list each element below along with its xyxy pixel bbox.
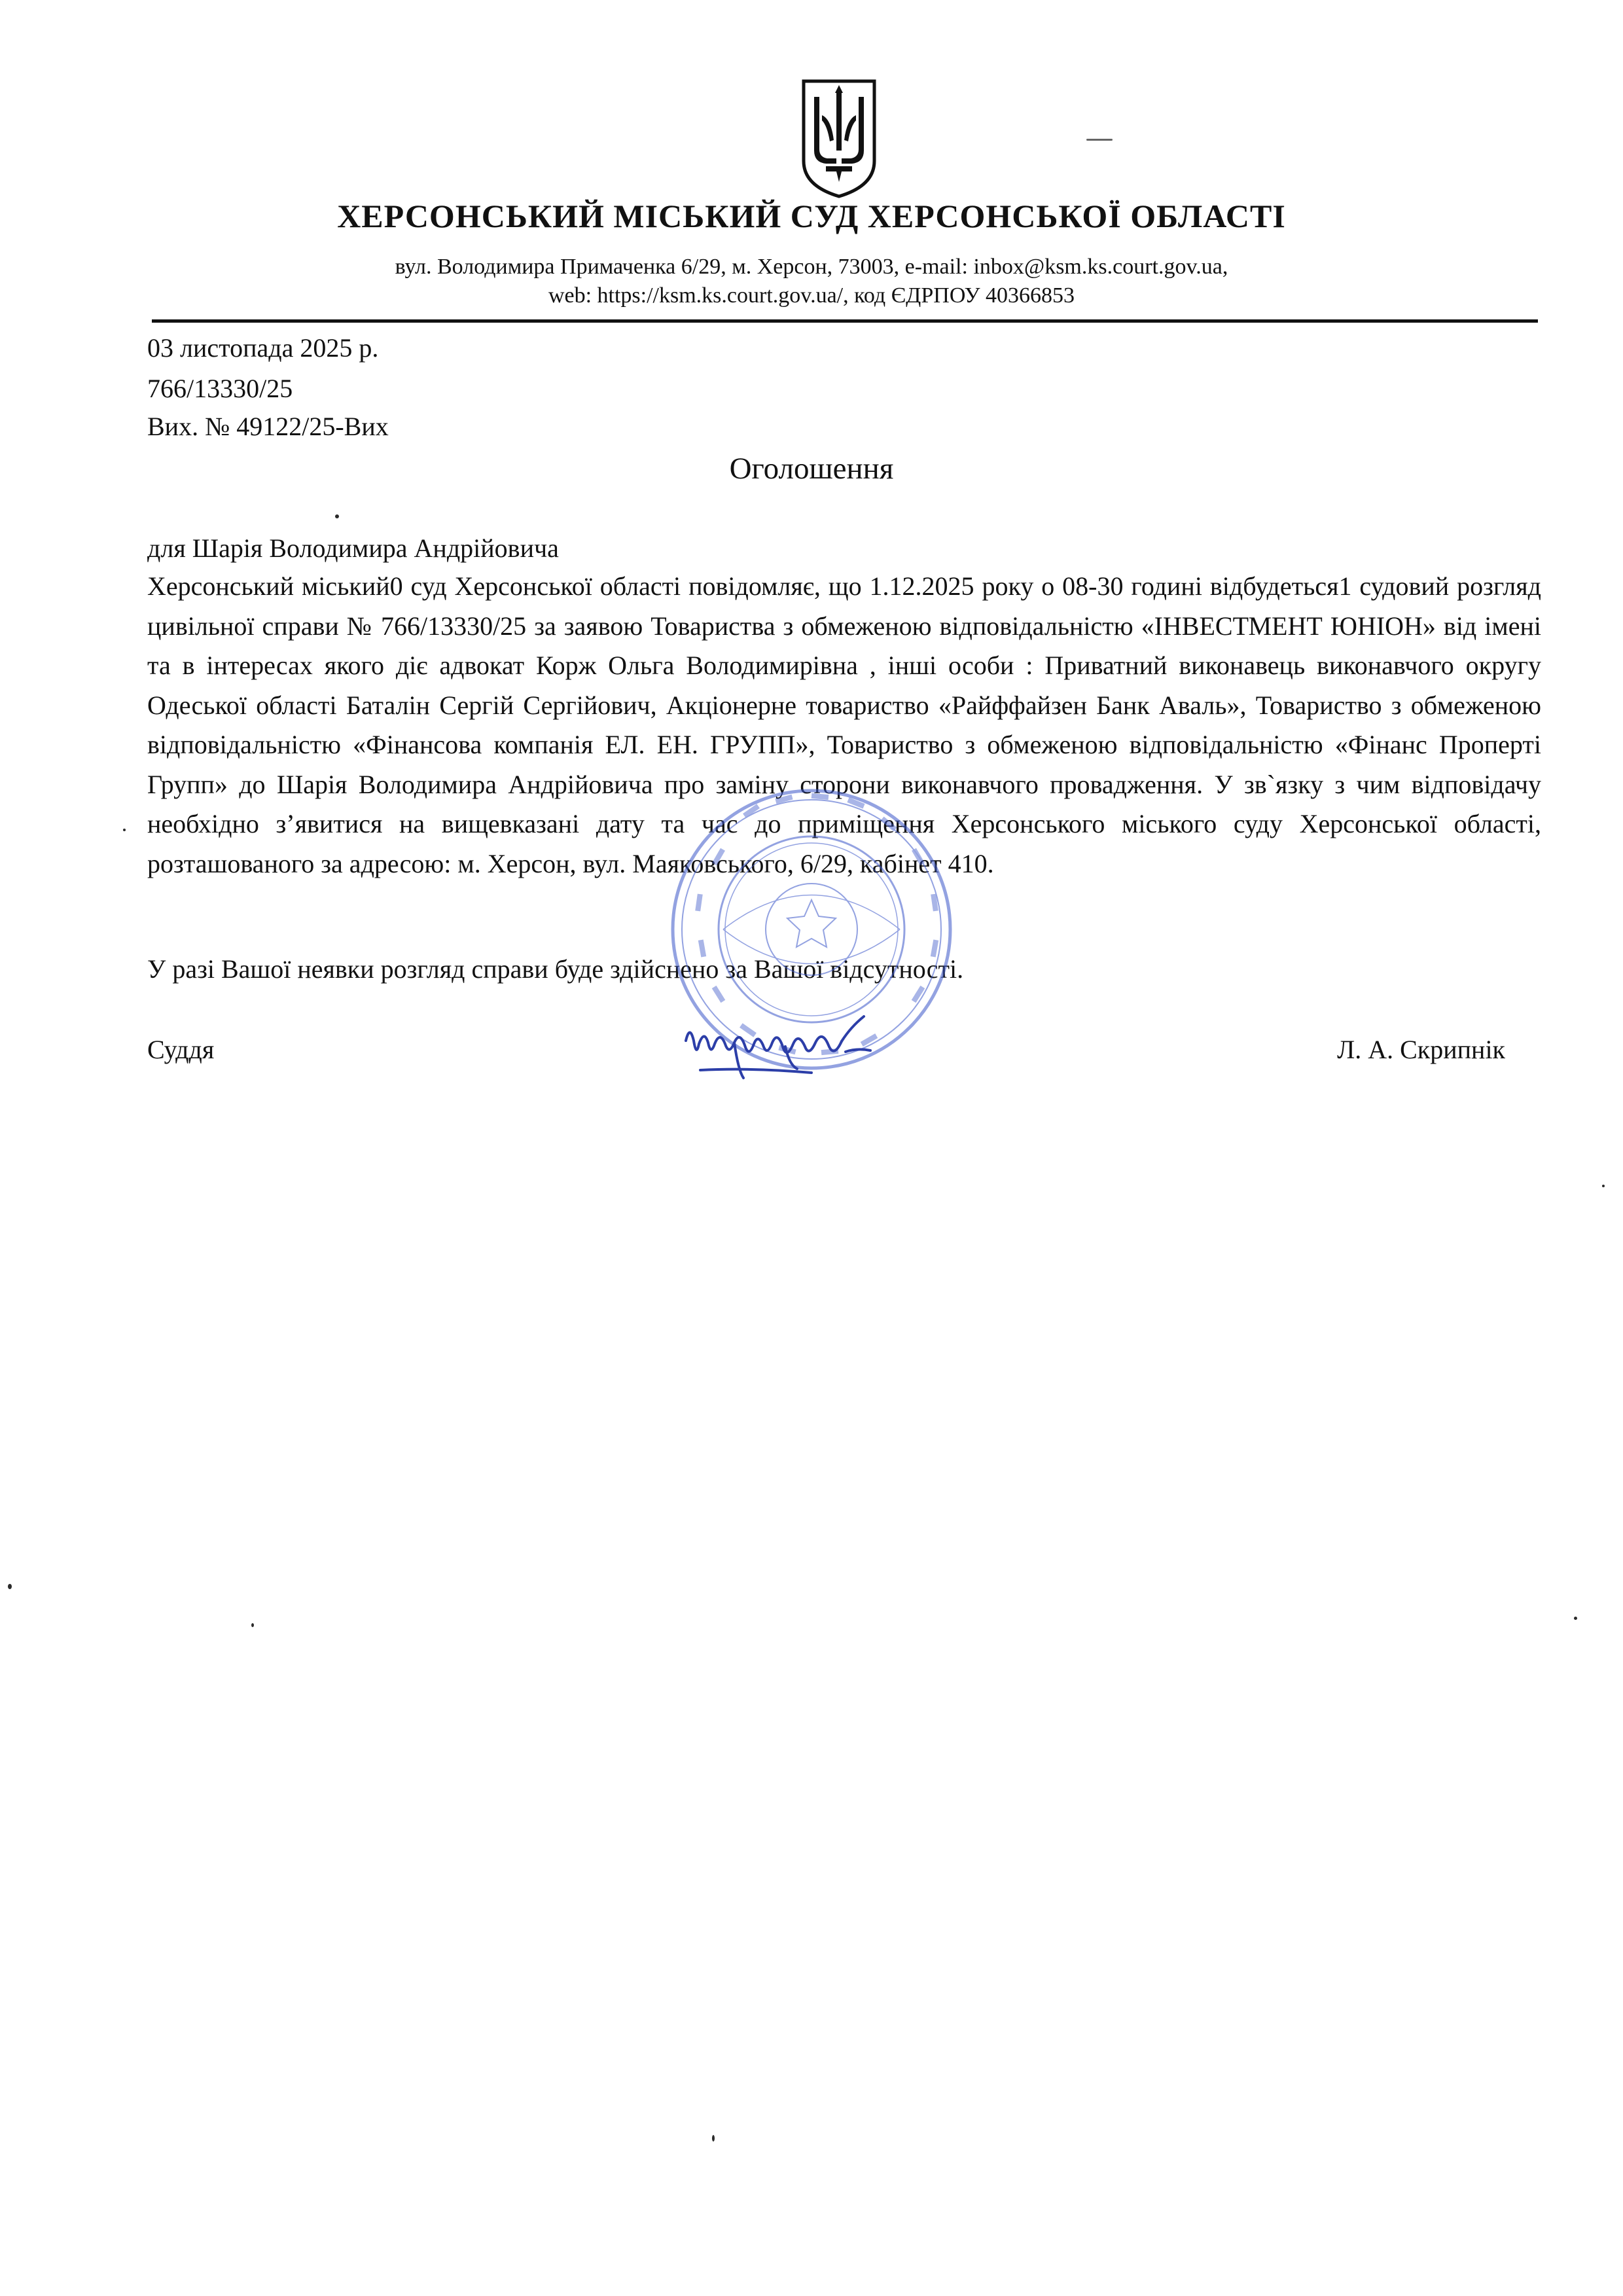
scan-speck <box>1574 1617 1577 1620</box>
document-heading: Оголошення <box>729 452 894 486</box>
document-date: 03 листопада 2025 р. <box>147 333 379 363</box>
addressee: для Шарія Володимира Андрійовича <box>147 533 559 563</box>
scan-speck <box>1086 139 1113 141</box>
judge-name: Л. А. Скрипнік <box>1337 1035 1505 1064</box>
outgoing-number: Вих. № 49122/25-Вих <box>147 412 389 441</box>
judge-title: Суддя <box>147 1035 215 1064</box>
court-name: ХЕРСОНСЬКИЙ МІСЬКИЙ СУД ХЕРСОНСЬКОЇ ОБЛАСТІ <box>337 198 1286 234</box>
absence-note: У разі Вашої неявки розгляд справи буде здійснено за Вашої відсутності. <box>147 954 964 984</box>
scan-speck <box>712 2135 715 2142</box>
trident-emblem-icon <box>800 77 878 199</box>
header-divider <box>152 319 1538 323</box>
judge-signature-icon <box>674 1005 890 1090</box>
scan-speck <box>1602 1185 1605 1187</box>
case-number: 766/13330/25 <box>147 374 293 403</box>
scan-speck <box>123 829 126 831</box>
announcement-body: Херсонський міський0 суд Херсонської області повідомляє, що 1.12.2025 року о 08-30 годині відбудеться1 судовий розгляд цивільної справи № 766/13330/25 за заявою Товариства з обмеженою відповідальністю «ІНВЕСТМЕНТ ЮНІОН» від імені та в інтересах якого діє адвокат Корж Ольга Володимирівна , інші особи : Приватний виконавець виконавчого округу Одеської області Баталін Сергій Сергійович, Акціонерне товариство «Райффайзен Банк Аваль», Товариство з обмеженою відповідальністю «Фінансова компанія ЕЛ. ЕН. ГРУПП», Товариство з обмеженою відповідальністю «Фінанс Проперті Групп» до Шарія Володимира Андрійовича про заміну сторони виконавчого провадження. У зв`язку з чим відповідачу необхідно з’явитися на вищевказані дату та час до приміщення Херсонського міського суду Херсонської області, розташованого за адресою: м. Херсон, вул. Маяковського, 6/29, кабінет 410. <box>147 571 1541 878</box>
scan-speck <box>335 514 339 518</box>
court-web-and-code: web: https://ksm.ks.court.gov.ua/, код ЄДРПОУ 40366853 <box>548 283 1075 308</box>
court-address: вул. Володимира Примаченка 6/29, м. Херсон, 73003, e-mail: inbox@ksm.ks.court.gov.ua, <box>395 255 1228 279</box>
scan-speck <box>8 1584 12 1589</box>
scan-speck <box>251 1623 254 1627</box>
